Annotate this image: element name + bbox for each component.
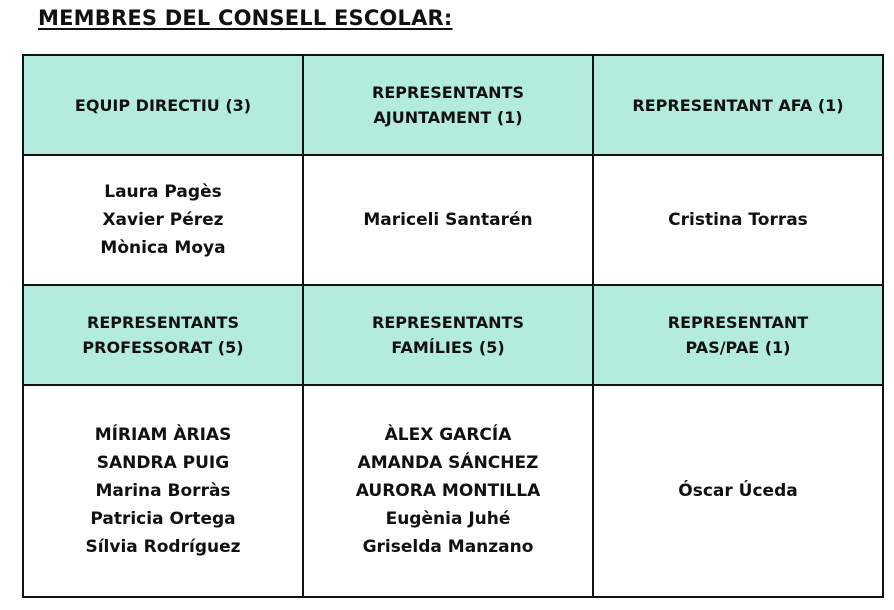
- council-members-table: [22, 54, 884, 598]
- header-label: EQUIP DIRECTIU (3): [74, 95, 252, 115]
- members-cell-pas-pae: [593, 385, 883, 597]
- page-title: MEMBRES DEL CONSELL ESCOLAR:: [38, 6, 453, 30]
- header-cell-professorat: [23, 285, 303, 385]
- header-label: REPRESENTANTS FAMÍLIES (5): [372, 313, 524, 357]
- members-cell-professorat: [23, 385, 303, 597]
- header-label: REPRESENTANT PAS/PAE (1): [667, 313, 809, 357]
- header-label: REPRESENTANT AFA (1): [632, 95, 844, 115]
- members-cell-ajuntament: [303, 155, 593, 285]
- members-cell-families: [303, 385, 593, 597]
- table-row: [23, 155, 883, 285]
- member-names: Mariceli Santarén: [363, 210, 533, 230]
- table-header-row: [23, 55, 883, 155]
- header-cell-families: [303, 285, 593, 385]
- header-cell-afa: [593, 55, 883, 155]
- members-cell-equip-directiu: [23, 155, 303, 285]
- table-row: [23, 385, 883, 597]
- member-names: MÍRIAM ÀRIAS SANDRA PUIG Marina Borràs Patricia Ortega Sílvia Rodríguez: [85, 425, 241, 557]
- header-cell-ajuntament: [303, 55, 593, 155]
- member-names: ÀLEX GARCÍA AMANDA SÁNCHEZ AURORA MONTILLA Eugènia Juhé Griselda Manzano: [355, 425, 541, 557]
- members-cell-afa: [593, 155, 883, 285]
- header-label: REPRESENTANTS PROFESSORAT (5): [82, 313, 244, 357]
- header-cell-pas-pae: [593, 285, 883, 385]
- member-names: Cristina Torras: [668, 210, 808, 230]
- header-label: REPRESENTANTS AJUNTAMENT (1): [372, 83, 524, 127]
- member-names: Óscar Úceda: [678, 481, 798, 501]
- table-header-row: [23, 285, 883, 385]
- header-cell-equip-directiu: [23, 55, 303, 155]
- member-names: Laura Pagès Xavier Pérez Mònica Moya: [100, 182, 226, 258]
